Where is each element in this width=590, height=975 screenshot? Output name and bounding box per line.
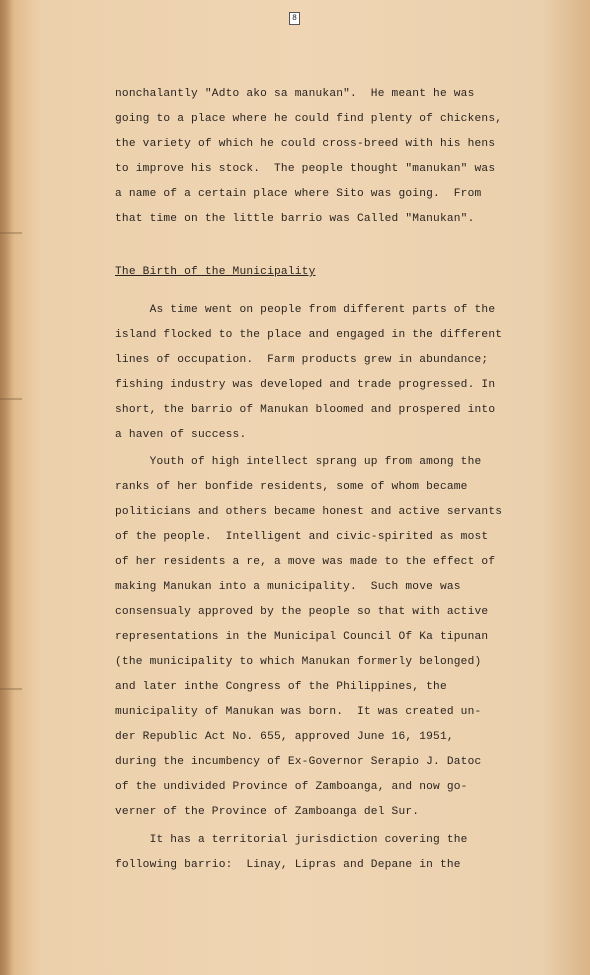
text-line: short, the barrio of Manukan bloomed and prospered into — [115, 404, 496, 416]
text-line: As time went on people from different parts of the — [115, 304, 496, 316]
text-line: following barrio: Linay, Lipras and Depane in the — [115, 859, 461, 871]
text-line: nonchalantly "Adto ako sa manukan". He meant he was — [115, 88, 475, 100]
page-number: 8 — [289, 12, 300, 25]
text-line: during the incumbency of Ex-Governor Serapio J. Datoc — [115, 756, 482, 768]
page-edge-shadow — [0, 0, 14, 975]
text-line: of her residents a re, a move was made to the effect of — [115, 556, 496, 568]
paper-crease — [0, 688, 22, 690]
text-line: politicians and others became honest and active servants — [115, 506, 503, 518]
text-line: representations in the Municipal Council Of Ka tipunan — [115, 631, 489, 643]
paragraph-3 — [115, 456, 555, 818]
text-line: a haven of success. — [115, 429, 247, 441]
text-line: that time on the little barrio was Called "Manukan". — [115, 213, 475, 225]
paper-crease — [0, 398, 22, 400]
text-line: verner of the Province of Zamboanga del Sur. — [115, 806, 420, 818]
text-line: the variety of which he could cross-breed with his hens — [115, 138, 496, 150]
text-line: island flocked to the place and engaged in the different — [115, 329, 503, 341]
text-line: It has a territorial jurisdiction covering the — [115, 834, 468, 846]
text-line: municipality of Manukan was born. It was created un- — [115, 706, 482, 718]
text-line: ranks of her bonfide residents, some of whom became — [115, 481, 468, 493]
paper-crease — [0, 232, 22, 234]
section-heading: The Birth of the Municipality — [115, 266, 316, 278]
text-line: to improve his stock. The people thought "manukan" was — [115, 163, 496, 175]
text-line: and later inthe Congress of the Philippines, the — [115, 681, 447, 693]
text-line: going to a place where he could find plenty of chickens, — [115, 113, 503, 125]
text-line: a name of a certain place where Sito was going. From — [115, 188, 482, 200]
paragraph-1 — [115, 88, 555, 225]
text-line: der Republic Act No. 655, approved June 16, 1951, — [115, 731, 454, 743]
paragraph-2 — [115, 304, 555, 441]
text-line: (the municipality to which Manukan formerly belonged) — [115, 656, 482, 668]
text-line: of the people. Intelligent and civic-spirited as most — [115, 531, 489, 543]
text-line: lines of occupation. Farm products grew in abundance; — [115, 354, 489, 366]
paragraph-4 — [115, 834, 555, 882]
text-line: of the undivided Province of Zamboanga, and now go- — [115, 781, 468, 793]
text-line: consensualy approved by the people so that with active — [115, 606, 489, 618]
text-line: making Manukan into a municipality. Such move was — [115, 581, 461, 593]
text-line: fishing industry was developed and trade progressed. In — [115, 379, 496, 391]
text-line: Youth of high intellect sprang up from among the — [115, 456, 482, 468]
